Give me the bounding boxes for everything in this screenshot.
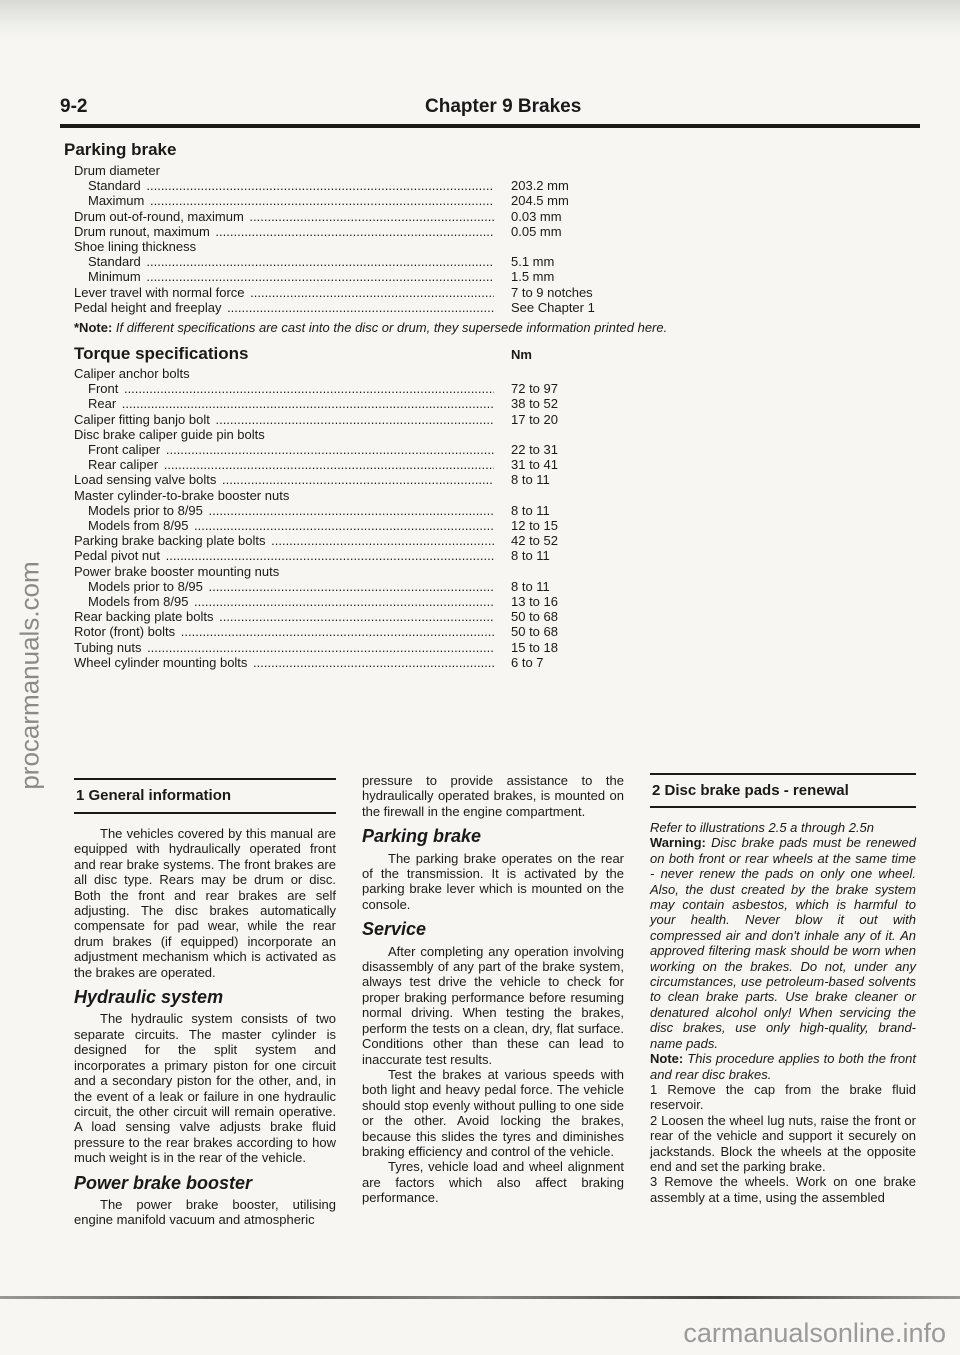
spec-value: 8 to 11 bbox=[511, 578, 550, 594]
spec-row bbox=[88, 579, 494, 594]
spec-value: 204.5 mm bbox=[511, 193, 569, 209]
spec-value: 72 to 97 bbox=[511, 381, 558, 397]
spec-label: Parking brake backing plate bolts bbox=[74, 533, 266, 549]
step-1: 1 Remove the cap from the brake fluid reservoir. bbox=[650, 1081, 916, 1113]
spec-value: 42 to 52 bbox=[511, 533, 558, 549]
spec-label: Maximum bbox=[88, 193, 145, 209]
spec-note bbox=[74, 320, 667, 335]
spec-label: Wheel cylinder mounting bolts bbox=[74, 654, 248, 670]
section2-heading: 2 Disc brake pads - renewal bbox=[652, 782, 849, 799]
bottom-watermark: carmanualsonline.info bbox=[683, 1318, 946, 1348]
spec-row bbox=[74, 533, 494, 548]
spec-row bbox=[88, 503, 494, 518]
header-rule bbox=[60, 124, 920, 128]
warning-label: Warning: bbox=[650, 835, 706, 851]
footer-rule bbox=[0, 1296, 960, 1299]
spec-label: Front caliper bbox=[88, 442, 161, 457]
spec-row bbox=[74, 163, 494, 178]
section1-para1: The vehicles covered by this manual are equipped with hydraulically operated front and rear brake systems. The front brakes are all disc type. Rears may be drum or disc. Both the front and rear brakes are self adjusting. The disc brakes automatically compensate for pad wear, while the rear drum brakes (if equipped) incorporate an adjustment mechanism which is activated as the brakes are operated. bbox=[74, 826, 336, 980]
spec-value: 203.2 mm bbox=[511, 178, 569, 194]
spec-value: 7 to 9 notches bbox=[511, 284, 593, 300]
middle-para1: The parking brake operates on the rear of the transmission. It is activated by the parking brake lever which is mounted on the console. bbox=[362, 850, 624, 912]
power-brake-booster-heading: Power brake booster bbox=[74, 1172, 253, 1193]
step-3: 3 Remove the wheels. Work on one brake assembly at a time, using the assembled bbox=[650, 1174, 916, 1205]
spec-value: 8 to 11 bbox=[511, 502, 550, 518]
spec-label: Standard bbox=[88, 254, 141, 270]
spec-value: 0.05 mm bbox=[511, 223, 562, 239]
spec-label: Caliper fitting banjo bolt bbox=[74, 411, 210, 427]
spec-label: Models from 8/95 bbox=[88, 594, 189, 609]
spec-label: Models prior to 8/95 bbox=[88, 578, 203, 594]
spec-row bbox=[74, 412, 494, 427]
middle-para0: pressure to provide assistance to the hydraulically operated brakes, is mounted on the firewall in the engine compartment. bbox=[362, 773, 624, 819]
spec-row bbox=[88, 518, 494, 533]
spec-row bbox=[74, 624, 494, 639]
spec-label: Disc brake caliper guide pin bolts bbox=[74, 426, 265, 442]
spec-value: 6 to 7 bbox=[511, 654, 544, 670]
spec-label: Tubing nuts bbox=[74, 639, 142, 655]
page-number: 9-2 bbox=[60, 96, 88, 117]
torque-spec-title: Torque specifications bbox=[74, 344, 249, 363]
spec-row bbox=[88, 457, 494, 472]
spec-value: 50 to 68 bbox=[511, 624, 558, 640]
step-2: 2 Loosen the wheel lug nuts, raise the front or rear of the vehicle and support it securely on jackstands. Block the wheels at the opposite end and set the parking brake. bbox=[650, 1112, 916, 1174]
service-heading: Service bbox=[362, 919, 427, 940]
warning-text: Disc brake pads must be renewed on both front or rear wheels at the same time - never renew the pads on only one wheel. Also, the dust created by the brake system may contain asbestos, which is harmful to your health. Never blow it out with compressed air and don't inhale any of it. An approved filtering mask should be worn when working on the brakes. Do not, under any circumstances, use petroleum-based solvents to clean brake parts. Use brake cleaner or denatured alcohol only! When servicing the disc brakes, use only high-quality, brand-name pads. bbox=[650, 835, 916, 1051]
spec-row bbox=[74, 640, 494, 655]
parking-brake-heading: Parking brake bbox=[362, 826, 482, 847]
side-watermark: procarmanuals.com bbox=[14, 561, 45, 790]
scan-edge bbox=[0, 0, 960, 40]
spec-value: 13 to 16 bbox=[511, 594, 558, 609]
spec-value: 50 to 68 bbox=[511, 609, 558, 625]
spec-label: Models prior to 8/95 bbox=[88, 502, 203, 518]
spec-value: 31 to 41 bbox=[511, 457, 558, 473]
spec-label: Rear backing plate bolts bbox=[74, 609, 214, 625]
section2-rule-bottom bbox=[650, 806, 916, 808]
spec-row bbox=[74, 655, 494, 670]
torque-unit: Nm bbox=[511, 347, 532, 362]
note-text: If different specifications are cast into the disc or drum, they supersede information printed here. bbox=[112, 320, 668, 335]
spec-row bbox=[74, 609, 494, 624]
spec-value: 8 to 11 bbox=[511, 472, 550, 488]
spec-label: Caliper anchor bolts bbox=[74, 366, 190, 381]
spec-row bbox=[74, 488, 494, 503]
spec-row bbox=[74, 300, 494, 315]
spec-value: 22 to 31 bbox=[511, 442, 558, 457]
hydraulic-system-heading: Hydraulic system bbox=[74, 987, 224, 1008]
middle-para2: After completing any operation involving disassembly of any part of the brake system, always test drive the vehicle to check for proper braking performance before resuming normal driving. When testing the brakes, perform the tests on a clean, dry, flat surface. Conditions other than these can lead to inaccurate test results. bbox=[362, 943, 624, 1067]
section1-para3: The power brake booster, utilising engine manifold vacuum and atmospheric bbox=[74, 1196, 336, 1228]
spec-row bbox=[88, 269, 494, 284]
chapter-title: Chapter 9 Brakes bbox=[425, 96, 582, 117]
section2-body bbox=[650, 820, 916, 1205]
section1-rule-top bbox=[74, 778, 336, 780]
spec-row bbox=[74, 548, 494, 563]
spec-row bbox=[74, 366, 494, 381]
spec-value: 12 to 15 bbox=[511, 518, 558, 533]
middle-column bbox=[362, 773, 624, 1206]
spec-row bbox=[74, 427, 494, 442]
spec-value: 5.1 mm bbox=[511, 254, 555, 270]
spec-row bbox=[88, 594, 494, 609]
spec-row bbox=[88, 178, 494, 193]
section1-body bbox=[74, 826, 336, 1228]
spec-label: Load sensing valve bolts bbox=[74, 472, 217, 488]
spec-value: 8 to 11 bbox=[511, 548, 550, 564]
spec-row bbox=[74, 209, 494, 224]
spec-value: 38 to 52 bbox=[511, 396, 558, 412]
spec-label: Power brake booster mounting nuts bbox=[74, 563, 280, 579]
section2-rule-top bbox=[650, 773, 916, 775]
spec-row bbox=[88, 442, 494, 457]
pads-note-label: Note: bbox=[650, 1051, 684, 1067]
spec-value: See Chapter 1 bbox=[511, 299, 595, 315]
spec-label: Shoe lining thickness bbox=[74, 239, 197, 254]
section1-rule-bottom bbox=[74, 812, 336, 814]
note-prefix: *Note: bbox=[74, 320, 113, 335]
section1-para2: The hydraulic system consists of two separate circuits. The master cylinder is designed for the split system and incorporates a primary piston for one circuit and a secondary piston for the other, and, in the event of a leak or failure in one hydraulic circuit, the other circuit will remain operative. A load sensing valve adjusts brake fluid pressure to the rear brakes according to how much weight is in the rear of the vehicle. bbox=[74, 1011, 336, 1166]
spec-row bbox=[74, 285, 494, 300]
spec-label: Front bbox=[88, 381, 119, 397]
spec-label: Rear bbox=[88, 396, 117, 412]
section2-refer: Refer to illustrations 2.5 a through 2.5n bbox=[650, 820, 875, 835]
middle-para4: Tyres, vehicle load and wheel alignment are factors which also affect braking performance. bbox=[362, 1159, 624, 1206]
spec-label: Drum runout, maximum bbox=[74, 223, 210, 239]
spec-label: Drum out-of-round, maximum bbox=[74, 208, 244, 224]
spec-label: Standard bbox=[88, 178, 141, 194]
spec-row bbox=[88, 193, 494, 208]
spec-value: 0.03 mm bbox=[511, 208, 562, 224]
spec-row bbox=[88, 381, 494, 396]
spec-label: Pedal height and freeplay bbox=[74, 299, 222, 315]
middle-para3: Test the brakes at various speeds with both light and heavy pedal force. The vehicle should stop evenly without pulling to one side or the other. Avoid locking the brakes, because this slides the tyres and diminishes braking efficiency and control of the vehicle. bbox=[362, 1066, 624, 1159]
section1-heading: 1 General information bbox=[76, 787, 232, 804]
spec-row bbox=[74, 564, 494, 579]
spec-label: Drum diameter bbox=[74, 163, 160, 178]
spec-value: 1.5 mm bbox=[511, 269, 555, 285]
spec-label: Models from 8/95 bbox=[88, 518, 189, 533]
spec-value: 17 to 20 bbox=[511, 411, 558, 427]
spec-label: Minimum bbox=[88, 269, 141, 285]
spec-row bbox=[88, 254, 494, 269]
parking-spec-title: Parking brake bbox=[64, 140, 177, 159]
spec-label: Master cylinder-to-brake booster nuts bbox=[74, 487, 290, 503]
spec-row bbox=[88, 396, 494, 411]
spec-label: Rear caliper bbox=[88, 457, 159, 473]
spec-row bbox=[74, 224, 494, 239]
spec-label: Rotor (front) bolts bbox=[74, 624, 176, 640]
spec-row bbox=[74, 239, 494, 254]
spec-label: Pedal pivot nut bbox=[74, 548, 161, 564]
spec-label: Lever travel with normal force bbox=[74, 284, 245, 300]
spec-row bbox=[74, 472, 494, 487]
spec-value: 15 to 18 bbox=[511, 639, 558, 655]
pads-note-text: This procedure applies to both the front and rear disc brakes. bbox=[650, 1051, 916, 1082]
